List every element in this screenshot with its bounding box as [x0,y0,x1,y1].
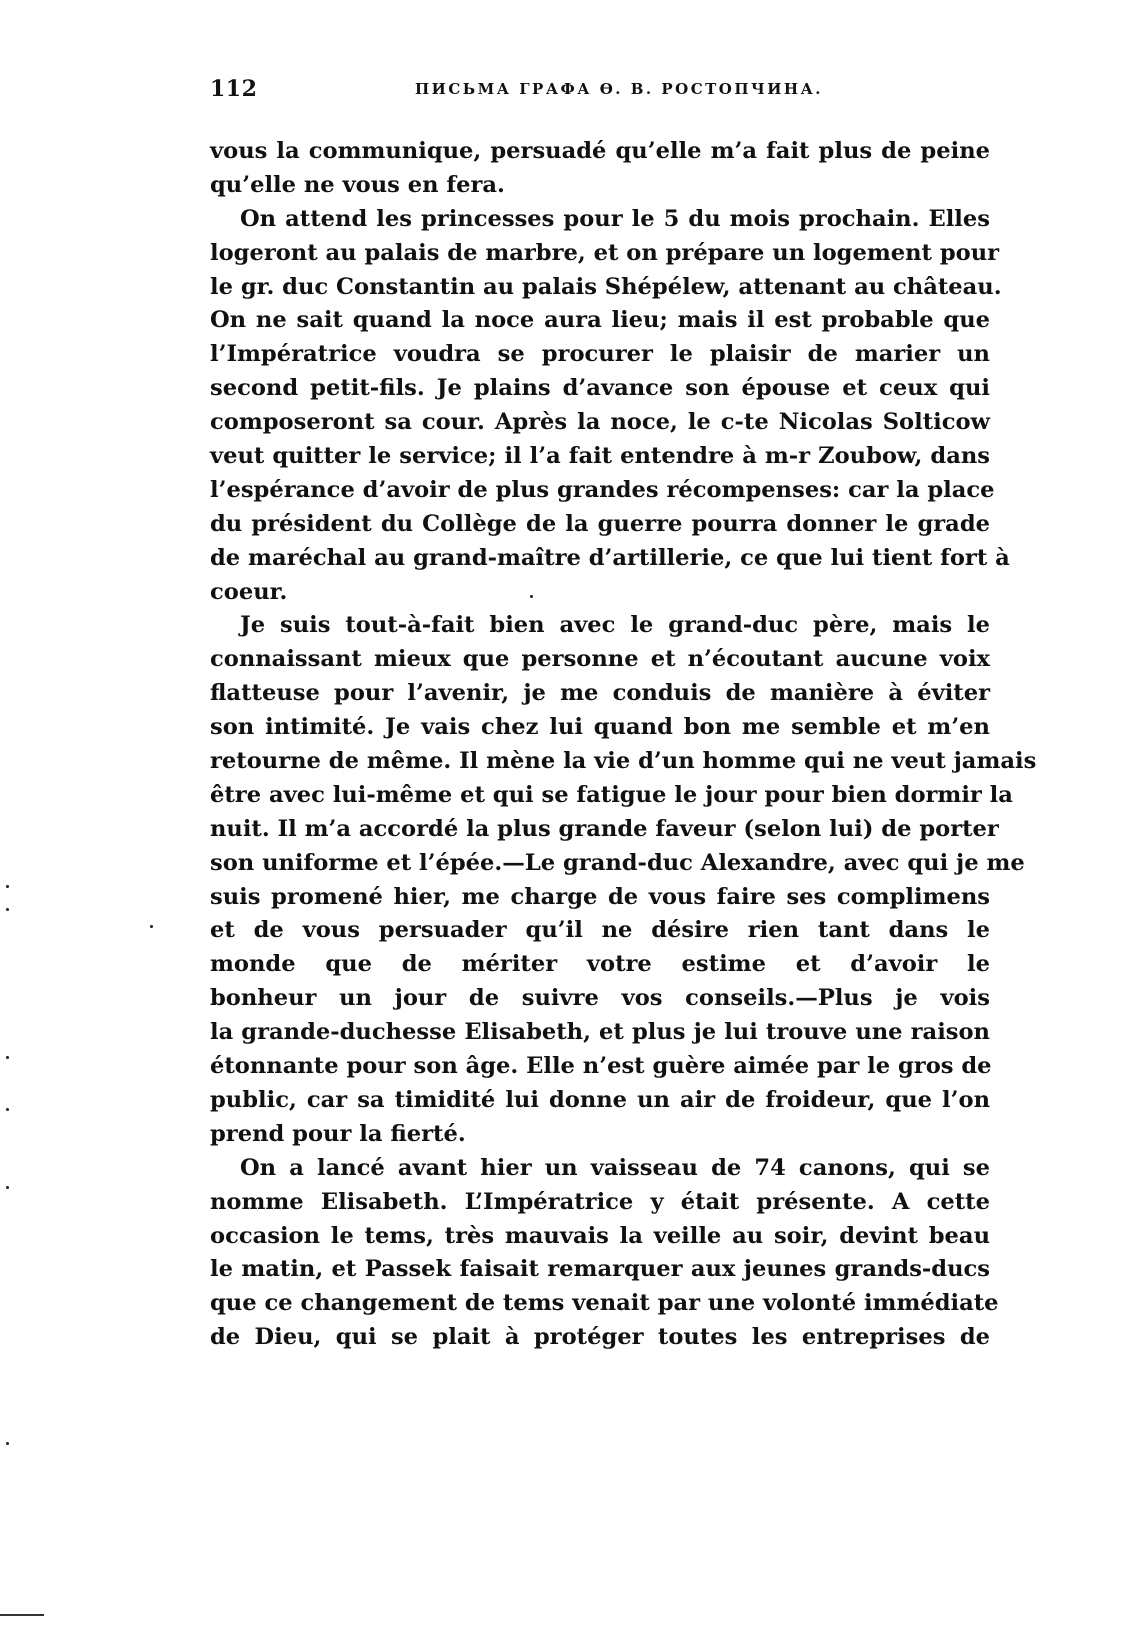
text-line: nuit. Il m’a accordé la plus grande faveur (selon lui) de porter [210,815,999,842]
margin-speck [6,1442,9,1445]
text-line: son uniforme et l’épée.—Le grand-duc Alexandre, avec qui je me [210,849,1025,876]
scan-edge-rule [0,1614,44,1616]
page-header [210,76,990,110]
text-line: étonnante pour son âge. Elle n’est guère aimée par le gros de [210,1053,992,1080]
text-line: l’espérance d’avoir de plus grandes récompenses: car la place [210,476,995,503]
text-line: de maréchal au grand-maître d’artillerie, ce que lui tient fort à [210,544,1010,571]
text-line: flatteuse pour l’avenir, je me conduis de manière à éviter [210,680,990,707]
text-line: que ce changement de tems venait par une volonté immédiate [210,1290,999,1317]
text-line: monde que de mériter votre estime et d’avoir le [210,951,990,978]
text-line: prend pour la fierté. [210,1120,466,1147]
text-line: occasion le tems, très mauvais la veille au soir, devint beau [210,1222,990,1249]
text-line: On attend les princesses pour le 5 du mois prochain. Elles [240,205,990,232]
text-line: connaissant mieux que personne et n’écoutant aucune voix [210,646,990,673]
text-line: public, car sa timidité lui donne un air de froideur, que l’on [210,1086,990,1113]
running-title: ПИСЬМА ГРАФА Ө. В. РОСТОПЧИНА. [415,80,824,98]
margin-speck [6,1186,9,1189]
text-line: coeur. [210,578,288,605]
letter-body [210,135,1037,1355]
margin-speck [6,885,9,888]
text-line: la grande-duchesse Elisabeth, et plus je lui trouve une raison [210,1019,990,1046]
text-line: vous la communique, persuadé qu’elle m’a fait plus de peine [210,138,990,164]
text-line: composeront sa cour. Après la noce, le c-te Nicolas Solticow [210,409,990,436]
text-line: second petit-fils. Je plains d’avance son épouse et ceux qui [210,375,990,402]
text-line: On ne sait quand la noce aura lieu; mais il est probable que [210,307,990,334]
text-line: le gr. duc Constantin au palais Shépélew, attenant au château. [210,273,1002,300]
text-line: nomme Elisabeth. L’Impératrice y était présente. A cette [210,1188,990,1215]
text-line: du président du Collège de la guerre pourra donner le grade [210,510,990,537]
margin-speck [6,1056,9,1059]
text-line: veut quitter le service; il l’a fait entendre à m-r Zoubow, dans [210,443,990,470]
text-line: le matin, et Passek faisait remarquer aux jeunes grands-ducs [210,1256,990,1283]
text-line: être avec lui-même et qui se fatigue le jour pour bien dormir la [210,781,1013,808]
text-line: logeront au palais de marbre, et on prépare un logement pour [210,239,1000,266]
page-number: 112 [210,76,258,102]
text-line: son intimité. Je vais chez lui quand bon me semble et m’en [210,714,990,741]
margin-speck [530,595,533,598]
text-line: qu’elle ne vous en fera. [210,171,505,198]
text-line: bonheur un jour de suivre vos conseils.—Plus je vois [210,985,990,1012]
margin-speck [150,925,153,928]
margin-speck [6,908,9,911]
margin-speck [6,1108,9,1111]
text-line: On a lancé avant hier un vaisseau de 74 canons, qui se [240,1154,990,1181]
text-line: Je suis tout-à-fait bien avec le grand-duc père, mais le [240,612,990,639]
text-line: retourne de même. Il mène la vie d’un homme qui ne veut jamais [210,748,1037,775]
text-line: l’Impératrice voudra se procurer le plaisir de marier un [210,341,990,368]
text-line: et de vous persuader qu’il ne désire rien tant dans le [210,917,990,944]
text-line: suis promené hier, me charge de vous faire ses complimens [210,883,990,910]
text-line: de Dieu, qui se plait à protéger toutes les entreprises de [210,1324,990,1351]
